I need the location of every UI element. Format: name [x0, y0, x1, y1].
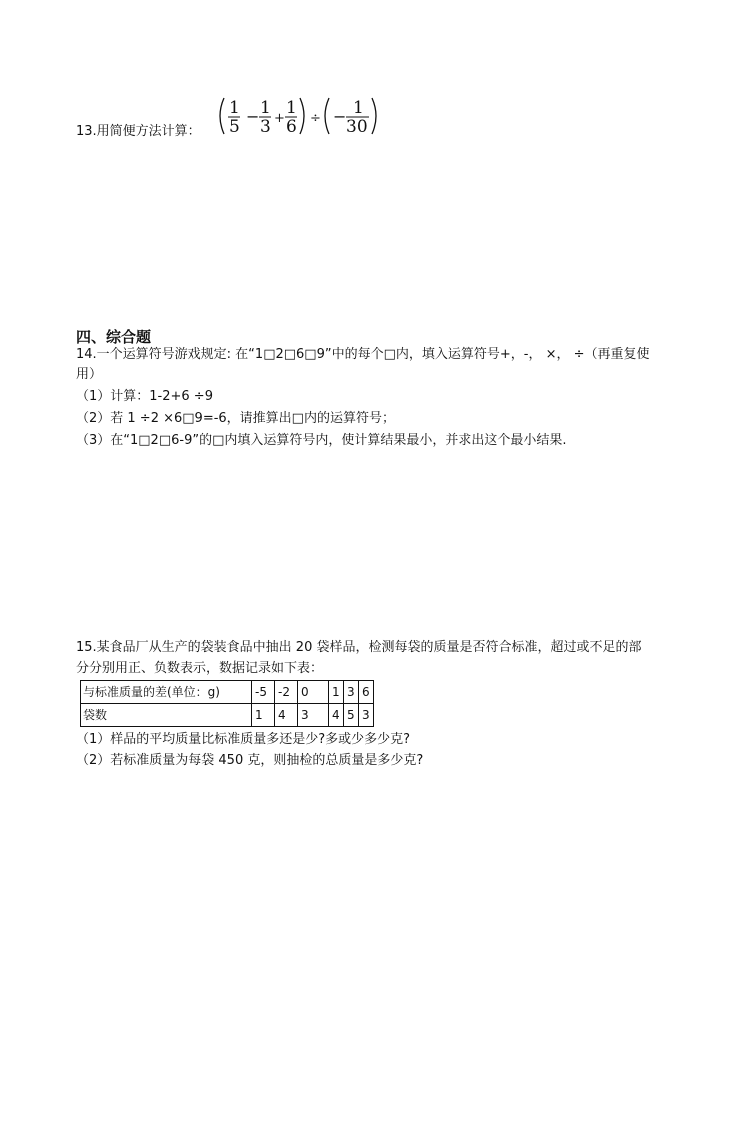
table-cell: 3: [344, 681, 359, 704]
frac1-num: 1: [229, 98, 240, 118]
frac4-den: 30: [346, 117, 368, 137]
table-row: [81, 681, 374, 704]
table-cell: -5: [252, 681, 275, 704]
left-paren-2: [325, 98, 329, 134]
question-14-intro-line1: 14.一个运算符号游戏规定: 在“1□2□6□9”中的每个□内，填入运算符号+，-， ×， ÷（再重复使: [76, 347, 650, 362]
op-negative: −: [333, 107, 347, 126]
left-paren: [220, 98, 224, 134]
question-14-intro-line2: 用）: [76, 367, 103, 382]
right-paren-2: [372, 98, 376, 134]
right-paren: [300, 98, 304, 134]
table-cell: 5: [344, 704, 359, 727]
question-14-part3: （3）在“1□2□6-9”的□内填入运算符号内，使计算结果最小，并求出这个最小结果.: [76, 433, 567, 448]
question-15-intro-line2: 分分别用正、负数表示，数据记录如下表：: [76, 661, 324, 676]
question-13-formula: [216, 96, 456, 140]
frac2-den: 3: [260, 117, 271, 137]
question-15-part2: （2）若标准质量为每袋 450 克，则抽检的总质量是多少克?: [76, 753, 424, 768]
frac4-num: 1: [353, 98, 364, 118]
table-row-header: 袋数: [81, 704, 252, 727]
question-14-part1: （1）计算：1-2+6 ÷9: [76, 389, 213, 404]
table-cell: 3: [298, 704, 329, 727]
table-cell: 6: [359, 681, 374, 704]
table-cell: 0: [298, 681, 329, 704]
frac3-num: 1: [286, 98, 297, 118]
op-plus: +: [274, 111, 285, 126]
frac1-den: 5: [229, 117, 240, 137]
question-13-label: 13.用简便方法计算：: [76, 124, 201, 139]
frac3-den: 6: [286, 117, 297, 137]
table-cell: 1: [252, 704, 275, 727]
op-divide: ÷: [310, 111, 321, 126]
question-15-intro-line1: 15.某食品厂从生产的袋装食品中抽出 20 袋样品，检测每袋的质量是否符合标准，超过或不足的部: [76, 640, 642, 655]
op-minus: −: [246, 107, 260, 126]
table-cell: 4: [329, 704, 344, 727]
question-15-part1: （1）样品的平均质量比标准质量多还是少?多或少多少克?: [76, 732, 411, 747]
table-cell: 4: [275, 704, 298, 727]
table-cell: -2: [275, 681, 298, 704]
section-title: 四、综合题: [76, 328, 152, 346]
question-14-part2: （2）若 1 ÷2 ×6□9=-6，请推算出□内的运算符号；: [76, 411, 395, 426]
table-cell: 3: [359, 704, 374, 727]
table-cell: 1: [329, 681, 344, 704]
data-table: [80, 680, 374, 727]
table-row: [81, 704, 374, 727]
table-row-header: 与标准质量的差(单位：g): [81, 681, 252, 704]
frac2-num: 1: [260, 98, 271, 118]
